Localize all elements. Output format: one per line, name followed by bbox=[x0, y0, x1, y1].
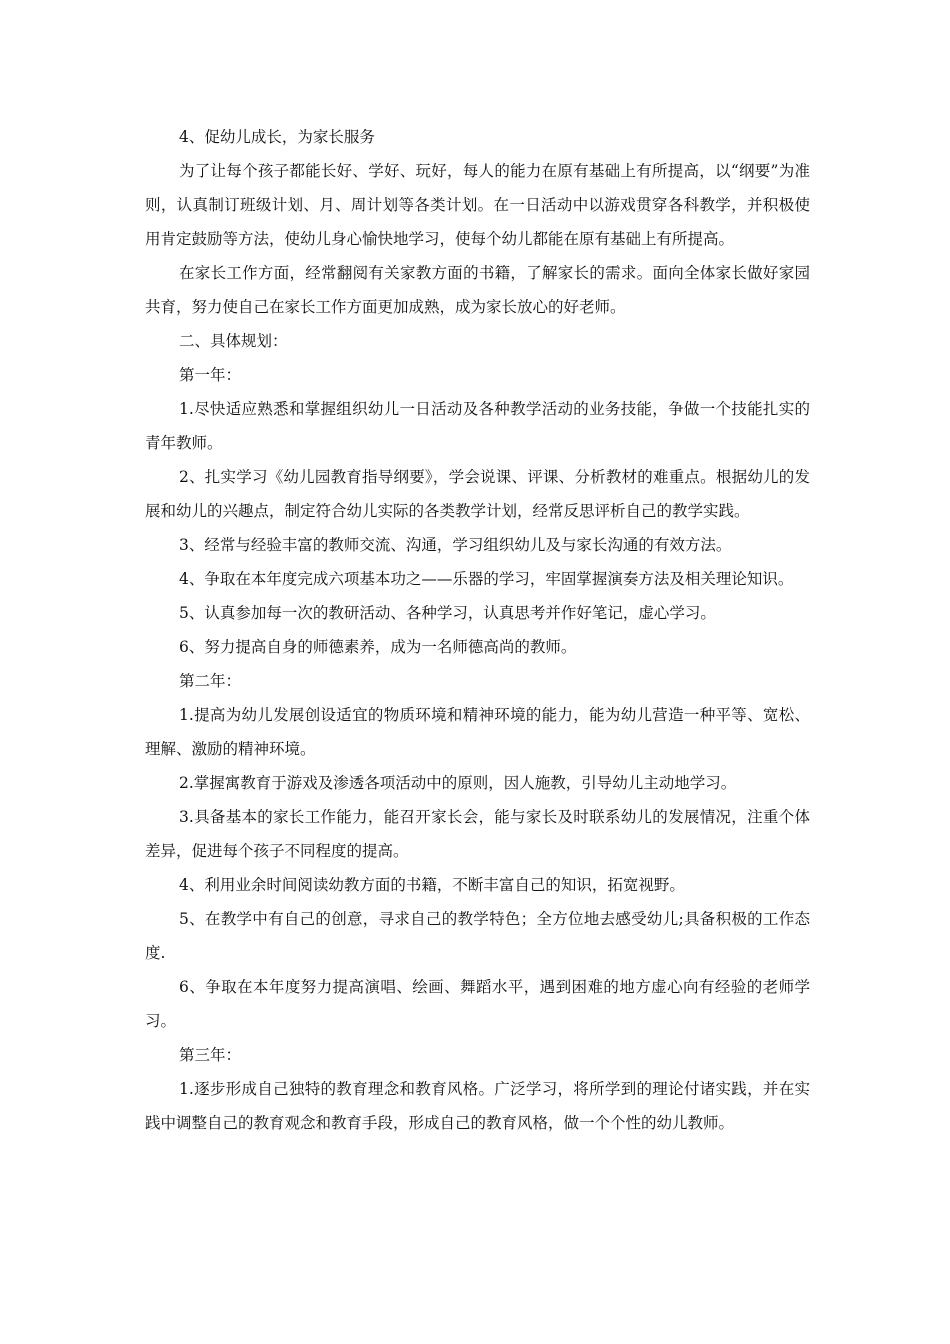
section-heading-promote-growth: 4、促幼儿成长，为家长服务 bbox=[179, 128, 375, 146]
section-heading-specific-plan: 二、具体规划： bbox=[179, 332, 288, 350]
list-item: 6、争取在本年度努力提高演唱、绘画、舞蹈水平，遇到困难的地方虚心向有经验的老师学习。 bbox=[145, 978, 810, 1030]
list-item: 3、经常与经验丰富的教师交流、沟通，学习组织幼儿及与家长沟通的有效方法。 bbox=[179, 536, 732, 554]
list-item: 4、利用业余时间阅读幼教方面的书籍，不断丰富自己的知识，拓宽视野。 bbox=[179, 876, 685, 894]
list-item: 1.提高为幼儿发展创设适宜的物质环境和精神环境的能力，能为幼儿营造一种平等、宽松、理解、激励的精神环境。 bbox=[145, 706, 810, 758]
year-heading-first: 第一年： bbox=[179, 366, 242, 384]
list-item: 4、争取在本年度完成六项基本功之——乐器的学习，牢固掌握演奏方法及相关理论知识。 bbox=[179, 570, 794, 588]
document-body bbox=[145, 120, 810, 1140]
list-item: 1.尽快适应熟悉和掌握组织幼儿一日活动及各种教学活动的业务技能，争做一个技能扎实的青年教师。 bbox=[145, 400, 810, 452]
list-item: 5、在教学中有自己的创意，寻求自己的教学特色；全方位地去感受幼儿;具备积极的工作态度. bbox=[145, 910, 810, 962]
year-heading-second: 第二年： bbox=[179, 672, 242, 690]
list-item: 6、努力提高自身的师德素养，成为一名师德高尚的教师。 bbox=[179, 638, 577, 656]
list-item: 2.掌握寓教育于游戏及渗透各项活动中的原则，因人施教，引导幼儿主动地学习。 bbox=[179, 774, 737, 792]
paragraph: 为了让每个孩子都能长好、学好、玩好，每人的能力在原有基础上有所提高，以“纲要”为准则，认真制订班级计划、月、周计划等各类计划。在一日活动中以游戏贯穿各科教学，并积极使用肯定鼓励等方法，使幼儿身心愉快地学习，使每个幼儿都能在原有基础上有所提高。 bbox=[145, 162, 810, 248]
list-item: 1.逐步形成自己独特的教育理念和教育风格。广泛学习，将所学到的理论付诸实践，并在实践中调整自己的教育观念和教育手段，形成自己的教育风格，做一个个性的幼儿教师。 bbox=[145, 1080, 810, 1132]
paragraph: 在家长工作方面，经常翻阅有关家教方面的书籍，了解家长的需求。面向全体家长做好家园共育，努力使自己在家长工作方面更加成熟，成为家长放心的好老师。 bbox=[145, 264, 810, 316]
list-item: 2、扎实学习《幼儿园教育指导纲要》，学会说课、评课、分析教材的难重点。根据幼儿的发展和幼儿的兴趣点，制定符合幼儿实际的各类教学计划，经常反思评析自己的教学实践。 bbox=[145, 468, 810, 520]
list-item: 3.具备基本的家长工作能力，能召开家长会，能与家长及时联系幼儿的发展情况，注重个体差异，促进每个孩子不同程度的提高。 bbox=[145, 808, 810, 860]
list-item: 5、认真参加每一次的教研活动、各种学习，认真思考并作好笔记，虚心学习。 bbox=[179, 604, 716, 622]
year-heading-third: 第三年： bbox=[179, 1046, 242, 1064]
